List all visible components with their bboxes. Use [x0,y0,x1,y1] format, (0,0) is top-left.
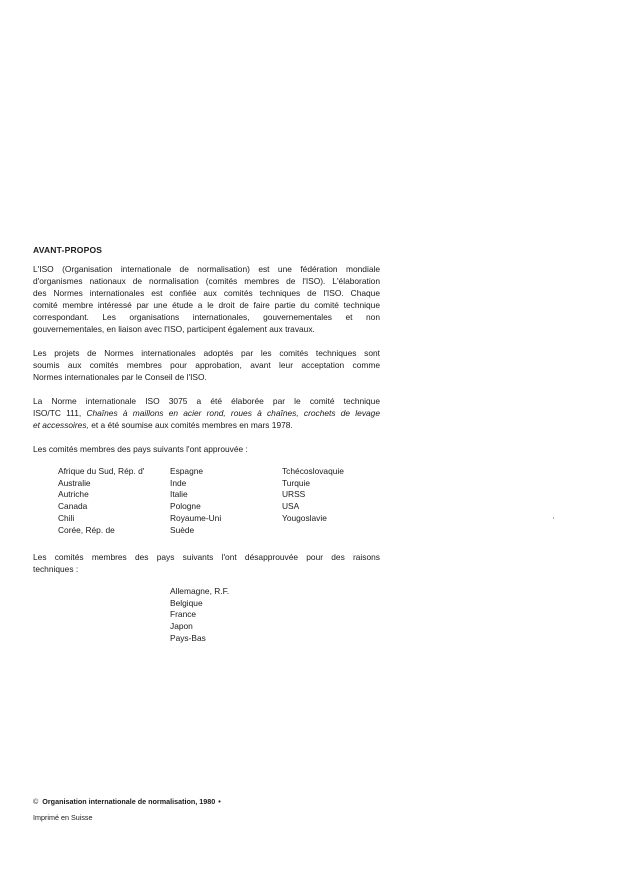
country-name: Yougoslavie [282,512,327,523]
country-name: Turquie [282,477,311,488]
text-line [33,419,380,431]
text-line: d'organismes nationaux de normalisation (comités membres de l'ISO). L'élaboration [33,276,380,286]
text-line: Les projets de Normes internationales adoptés par les comités techniques sont [33,348,380,358]
country-name: USA [282,501,300,512]
committee-title: Chaînes à maillons en acier rond, roues à chaînes, crochets de levage [86,408,380,418]
committee-ref: ISO/TC 111, [33,408,82,418]
approved-countries-column-1 [58,466,144,536]
foreword-paragraph-iso [33,263,380,335]
foreword-paragraph-approval [33,347,380,383]
country-name: Pays-Bas [170,632,206,643]
country-name: Canada [58,501,88,512]
approved-intro [33,443,380,455]
printed-in-line: Imprimé en Suisse [33,813,93,822]
text-line: L'ISO (Organisation internationale de normalisation) est une fédération mondiale [33,264,380,274]
country-name: Italie [170,489,188,500]
country-name: Suède [170,524,195,535]
country-name: Pologne [170,501,201,512]
text-line: des Normes internationales est confiée aux comités techniques de l'ISO. Chaque [33,288,380,298]
text-line: La Norme internationale ISO 3075 a été élaborée par le comité technique [33,396,380,406]
country-name: Belgique [170,597,203,608]
country-name: Afrique du Sud, Rép. d' [58,466,145,476]
approved-countries-column-2 [170,466,221,536]
disapproved-countries-list [170,586,229,645]
foreword-paragraph-standard [33,395,380,431]
country-name: Australie [58,477,91,488]
country-name: Japon [170,621,193,632]
country-name: Espagne [170,466,204,476]
committee-title-end: et accessoires, [33,420,89,430]
copyright-line [33,797,221,806]
text-line: soumis aux comités membres pour approbation, avant leur acceptation comme [33,360,380,370]
copyright-symbol: © [33,797,39,806]
country-name: Inde [170,477,187,488]
text-line: techniques : [33,564,79,574]
country-name: Autriche [58,489,89,500]
country-name: Corée, Rép. de [58,524,115,535]
section-heading: AVANT-PROPOS [33,245,103,255]
copyright-text: Organisation internationale de normalisation, 1980 [42,797,216,806]
disapproved-intro [33,551,380,575]
approved-countries-column-3 [282,466,344,525]
country-name: Chili [58,512,75,523]
submission-date-text: et a été soumise aux comités membres en mars 1978. [91,420,293,430]
text-line: Les comités membres des pays suivants l'ont désapprouvée pour des raisons [33,552,380,562]
country-name: France [170,609,197,620]
text-line: Normes internationales par le Conseil de l'ISO. [33,372,207,382]
country-name: Tchécoslovaquie [282,466,344,476]
text-line: gouvernementales, en liaison avec l'ISO, participent également aux travaux. [33,324,315,334]
text-line: correspondant. Les organisations internationales, gouvernementales et non [33,312,380,322]
scan-speck [553,517,554,519]
country-name: Allemagne, R.F. [170,586,230,596]
text-line: comité membre intéressé par une étude a le droit de faire partie du comité technique [33,300,380,310]
text-line [33,407,380,419]
country-name: URSS [282,489,306,500]
text-line: Les comités membres des pays suivants l'ont approuvée : [33,444,248,454]
bullet-icon: • [218,797,221,806]
country-name: Royaume-Uni [170,512,222,523]
